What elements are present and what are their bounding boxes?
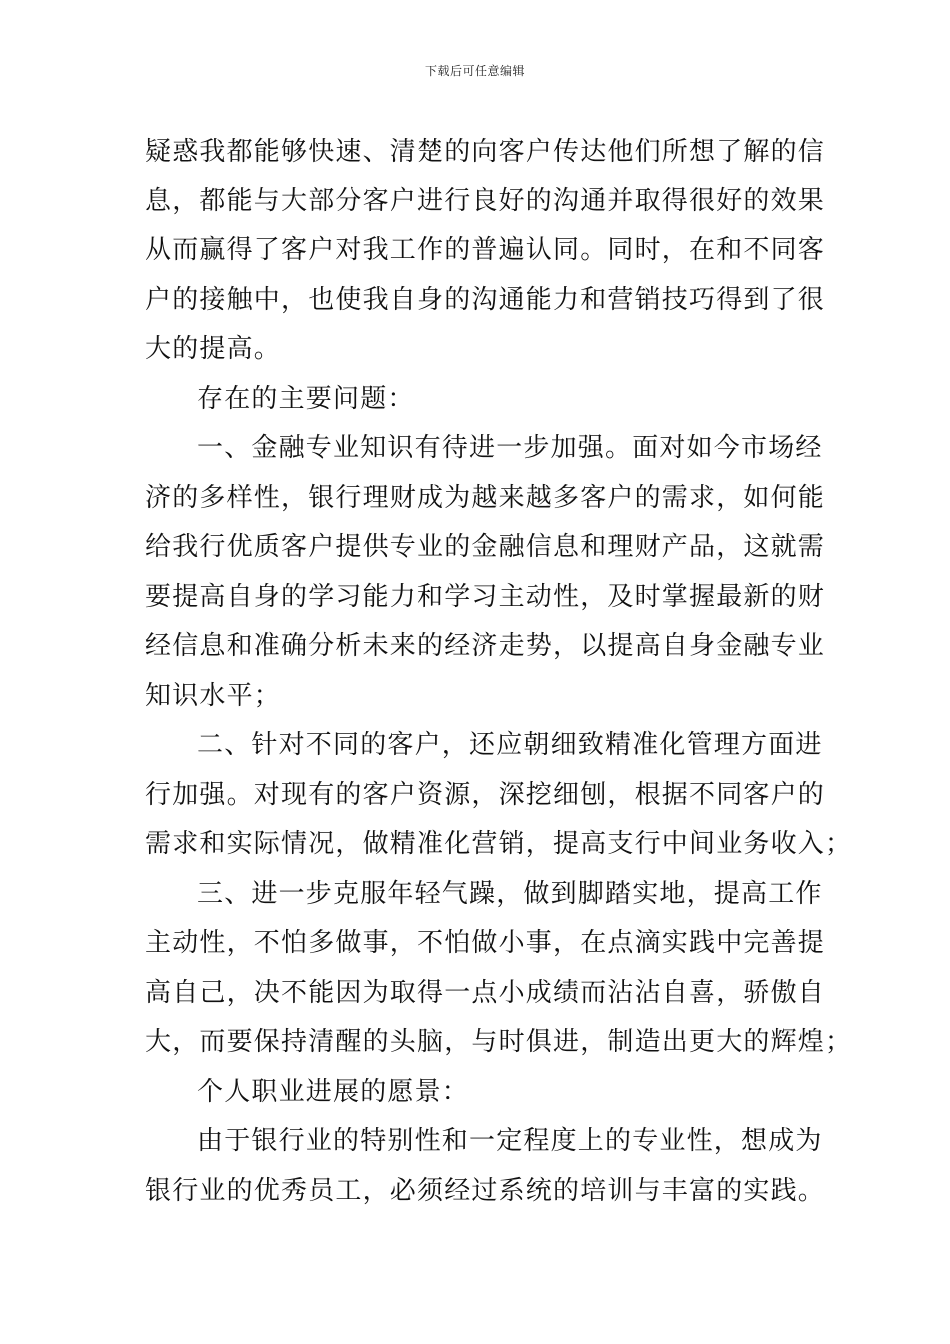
body-line: 大的提高。	[145, 334, 282, 364]
body-line: 户的接触中，也使我自身的沟通能力和营销技巧得到了很	[145, 285, 826, 315]
body-line: 息，都能与大部分客户进行良好的沟通并取得很好的效果	[145, 186, 826, 216]
body-line: 三、进一步克服年轻气躁，做到脚踏实地，提高工作	[197, 879, 823, 909]
body-line: 主动性，不怕多做事，不怕做小事，在点滴实践中完善提	[145, 928, 826, 958]
body-line: 要提高自身的学习能力和学习主动性，及时掌握最新的财	[145, 582, 826, 612]
body-line: 银行业的优秀员工，必须经过系统的培训与丰富的实践。	[145, 1176, 826, 1206]
body-line: 二、针对不同的客户，还应朝细致精准化管理方面进	[197, 730, 823, 760]
body-line: 济的多样性，银行理财成为越来越多客户的需求，如何能	[145, 483, 826, 513]
section-heading-problems: 存在的主要问题：	[197, 384, 415, 414]
body-line: 疑惑我都能够快速、清楚的向客户传达他们所想了解的信	[145, 137, 826, 167]
body-line: 需求和实际情况，做精准化营销，提高支行中间业务收入；	[145, 829, 853, 859]
body-line: 经信息和准确分析未来的经济走势，以提高自身金融专业	[145, 631, 826, 661]
header-note: 下载后可任意编辑	[424, 64, 525, 78]
body-line: 从而赢得了客户对我工作的普遍认同。同时，在和不同客	[145, 235, 826, 265]
body-line: 高自己，决不能因为取得一点小成绩而沾沾自喜，骄傲自	[145, 978, 826, 1008]
body-line: 一、金融专业知识有待进一步加强。面对如今市场经	[197, 433, 823, 463]
section-heading-vision: 个人职业进展的愿景：	[197, 1077, 470, 1107]
body-line: 行加强。对现有的客户资源，深挖细刨，根据不同客户的	[145, 780, 826, 810]
body-line: 大，而要保持清醒的头脑，与时俱进，制造出更大的辉煌；	[145, 1027, 853, 1057]
body-line: 由于银行业的特别性和一定程度上的专业性，想成为	[197, 1126, 823, 1156]
body-line: 给我行优质客户提供专业的金融信息和理财产品，这就需	[145, 532, 826, 562]
body-line: 知识水平；	[145, 681, 282, 711]
